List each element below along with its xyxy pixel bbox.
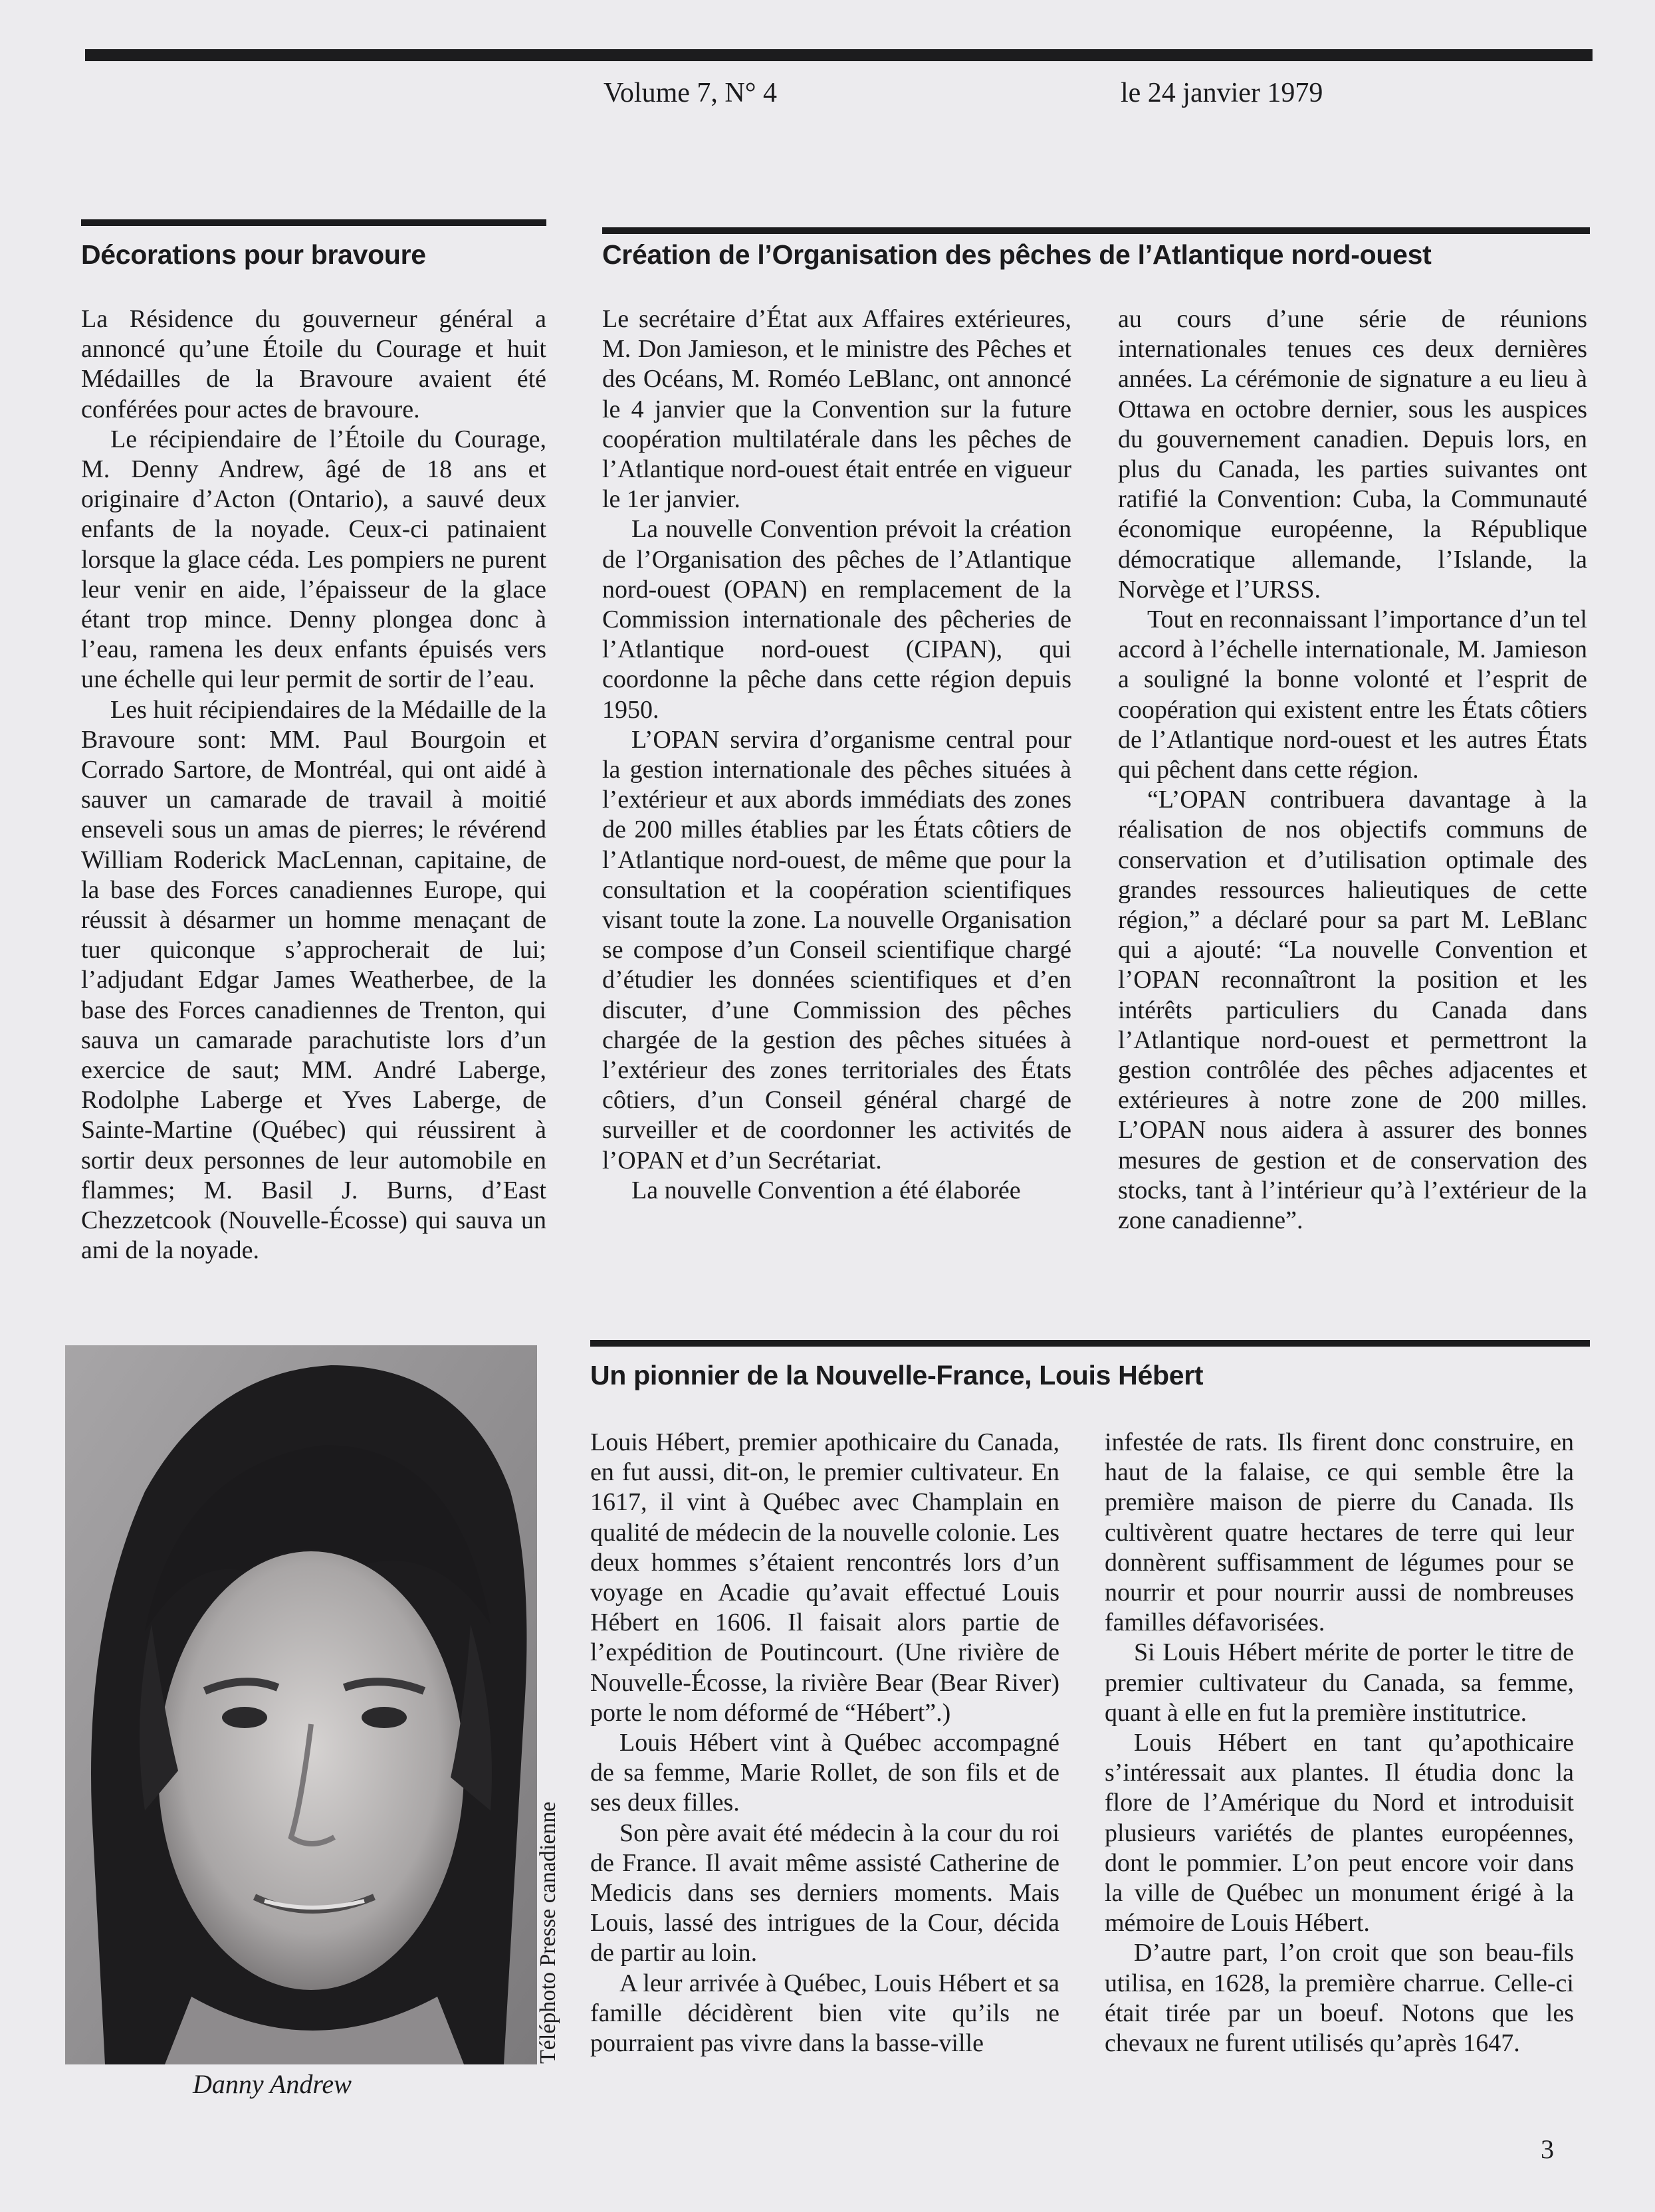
paragraph: La nouvelle Convention a été élaborée — [631, 1176, 1021, 1204]
masthead-rule — [85, 49, 1593, 61]
portrait-photo — [65, 1345, 537, 2064]
paragraph: L’OPAN servira d’organisme central pour la gestion internationale des pêches situées à l’extérieur et aux abords immédiats des zones de 200 milles établies par les États côtiers de l’Atlantique nord-ouest, de même que pour la consultation et la coopération scientifiques visant toute la zone. La nouvelle Organisation se compose d’un Conseil scientifique chargé d’étudier les données scientifiques et d’en discuter, d’une Commission des pêches chargée de la gestion des pêches situées à l’extérieur des zones territoriales des États côtiers, d’un Conseil général chargé de surveiller et de coordonner les activités de l’OPAN et d’un Secrétariat. — [602, 725, 1071, 1174]
photo-credit: Téléphoto Presse canadienne — [536, 1801, 560, 2064]
headline-hebert: Un pionnier de la Nouvelle-France, Louis Hébert — [590, 1360, 1204, 1390]
page-number: 3 — [1541, 2134, 1554, 2164]
paragraph: La nouvelle Convention prévoit la création de l’Organisation des pêches de l’Atlantique nord-ouest (OPAN) en remplacement de la Commission internationale des pêcheries de l’Atlantique nord-ouest (CIPAN), qui coordonne la pêche dans cette région depuis 1950. — [602, 515, 1071, 724]
paragraph: A leur arrivée à Québec, Louis Hébert et sa famille décidèrent bien vite qu’ils ne pourraient pas vivre dans la basse-ville — [590, 1969, 1059, 2058]
section-rule-decorations — [81, 219, 546, 226]
issue-date: le 24 janvier 1979 — [1121, 78, 1323, 108]
article-opan-column-2 — [1118, 304, 1587, 1236]
section-rule-hebert — [590, 1340, 1590, 1347]
paragraph: D’autre part, l’on croit que son beau-fils utilisa, en 1628, la première charrue. Celle-ci était tirée par un boeuf. Notons que les chevaux ne furent utilisés qu’après 1647. — [1105, 1939, 1574, 2058]
paragraph: Louis Hébert, premier apothicaire du Canada, en fut aussi, dit-on, le premier cultivateur. En 1617, il vint à Québec avec Champlain en qualité de médecin de la nouvelle colonie. Les deux hommes s’étaient rencontrés lors d’un voyage en Acadie qu’avait effectué Louis Hébert en 1606. Il faisait alors partie de l’expédition de Poutincourt. (Une rivière de Nouvelle-Écosse, la rivière Bear (Bear River) porte le nom déformé de “Hébert”.) — [590, 1428, 1059, 1727]
issue-volume: Volume 7, N° 4 — [604, 78, 778, 108]
paragraph: La Résidence du gouverneur général a annoncé qu’une Étoile du Courage et huit Médailles de la Bravoure avaient été conférées pour actes de bravoure. — [81, 305, 546, 423]
paragraph: infestée de rats. Ils firent donc construire, en haut de la falaise, ce qui semble être la première maison de pierre du Canada. Ils cultivèrent quatre hectares de terre qui leur donnèrent suffisamment de légumes pour se nourrir et pour nourrir aussi de nombreuses familles défavorisées. — [1105, 1428, 1574, 1637]
photo-caption: Danny Andrew — [193, 2069, 352, 2099]
paragraph: Tout en reconnaissant l’importance d’un tel accord à l’échelle internationale, M. Jamieson a souligné la bonne volonté et l’esprit de coopération qui existent entre les États côtiers de l’Atlantique nord-ouest et les autres États qui pêchent dans cette région. — [1118, 606, 1587, 784]
paragraph: au cours d’une série de réunions internationales tenues ces deux dernières années. La cérémonie de signature a eu lieu à Ottawa en octobre dernier, sous les auspices du gouvernement canadien. Depuis lors, en plus du Canada, les parties suivantes ont ratifié la Convention: Cuba, la Communauté économique européenne, la République démocratique allemande, l’Islande, la Norvège et l’URSS. — [1118, 305, 1587, 604]
section-rule-opan — [602, 227, 1590, 234]
paragraph: “L’OPAN contribuera davantage à la réalisation de nos objectifs communs de conservation et d’utilisation optimale des grandes ressources halieutiques de cette région,” a déclaré pour sa part M. LeBlanc qui a ajouté: “La nouvelle Convention et l’OPAN reconnaîtront la position et les intérêts particuliers du Canada dans l’Atlantique nord-ouest et permettront la gestion contrôlée des pêches adjacentes et extérieures à notre zone de 200 milles. L’OPAN nous aidera à assurer des bonnes mesures de gestion et de conservation des stocks, tant à l’intérieur qu’à l’extérieur de la zone canadienne”. — [1118, 786, 1587, 1235]
article-hebert-column-1 — [590, 1428, 1059, 2058]
headline-opan: Création de l’Organisation des pêches de l’Atlantique nord-ouest — [602, 239, 1432, 270]
paragraph: Le secrétaire d’État aux Affaires extérieures, M. Don Jamieson, et le ministre des Pêches et des Océans, M. Roméo LeBlanc, ont annoncé le 4 janvier que la Convention sur la future coopération multilatérale dans les pêches de l’Atlantique nord-ouest était entrée en vigueur le 1er janvier. — [602, 305, 1071, 514]
paragraph: Les huit récipiendaires de la Médaille de la Bravoure sont: MM. Paul Bourgoin et Corrado Sartore, de Montréal, qui ont aidé à sauver un camarade de travail à moitié enseveli sous un amas de pierres; le révérend William Roderick MacLennan, capitaine, de la base des Forces canadiennes Europe, qui réussit à désarmer un homme menaçant de tuer quiconque s’approcherait de lui; l’adjudant Edgar James Weatherbee, de la base des Forces canadiennes de Trenton, qui sauva un camarade parachutiste lors d’un exercice de saut; MM. André Laberge, Rodolphe Laberge et Yves Laberge, de Sainte-Martine (Québec) qui réussirent à sortir deux personnes de leur automobile en flammes; M. Basil J. Burns, d’East Chezzetcook (Nouvelle-Écosse) qui sauva un ami de la noyade. — [81, 695, 546, 1265]
article-decorations-body — [81, 304, 546, 1266]
article-opan-column-1 — [602, 304, 1071, 1206]
paragraph: Le récipiendaire de l’Étoile du Courage, M. Denny Andrew, âgé de 18 ans et originaire d’Acton (Ontario), a sauvé deux enfants de la noyade. Ceux-ci patinaient lorsque la glace céda. Les pompiers ne purent leur venir en aide, l’épaisseur de la glace étant trop mince. Denny plongea donc à l’eau, ramena les deux enfants épuisés vers une échelle qui leur permit de sortir de l’eau. — [81, 425, 546, 694]
article-hebert-column-2 — [1105, 1428, 1574, 2058]
portrait-illustration — [65, 1345, 537, 2064]
paragraph: Son père avait été médecin à la cour du roi de France. Il avait même assisté Catherine de Medicis dans ses derniers moments. Mais Louis, lassé des intrigues de la Cour, décida de partir au loin. — [590, 1819, 1059, 1967]
headline-decorations: Décorations pour bravoure — [81, 239, 426, 270]
paragraph: Louis Hébert en tant qu’apothicaire s’intéressait aux plantes. Il étudia donc la flore de l’Amérique du Nord et introduisit plusieurs variétés de plantes européennes, dont le pommier. L’on peut encore voir dans la ville de Québec un monument érigé à la mémoire de Louis Hébert. — [1105, 1729, 1574, 1937]
paragraph: Si Louis Hébert mérite de porter le titre de premier cultivateur du Canada, sa femme, quant à elle en fut la première institutrice. — [1105, 1638, 1574, 1727]
paragraph: Louis Hébert vint à Québec accompagné de sa femme, Marie Rollet, de son fils et de ses deux filles. — [590, 1729, 1059, 1817]
